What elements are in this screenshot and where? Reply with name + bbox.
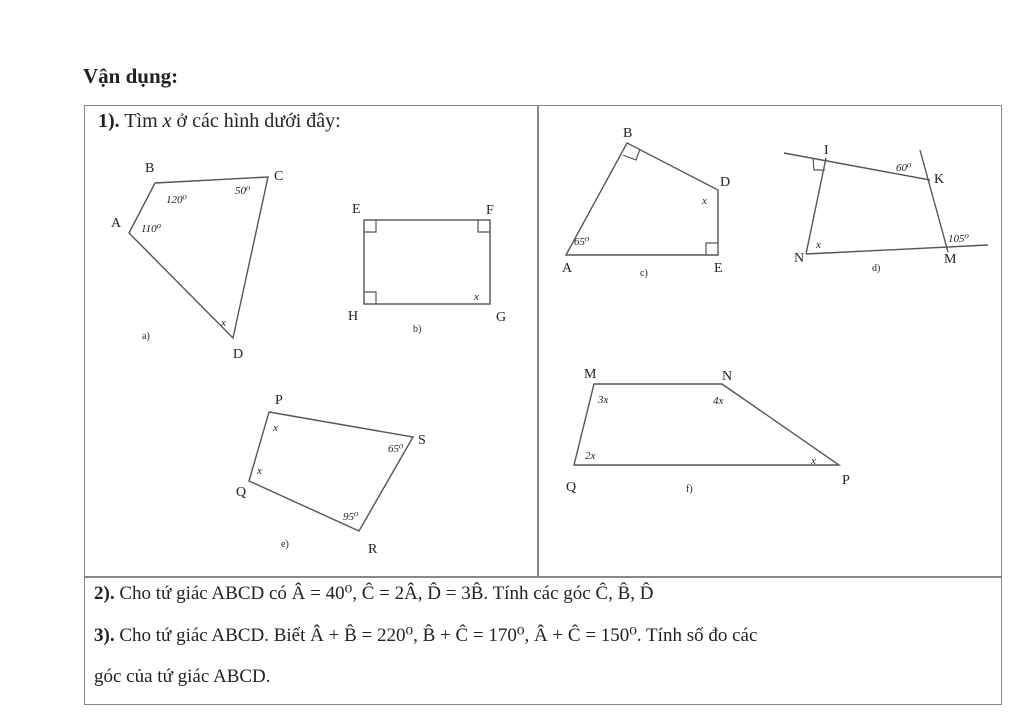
question-1-number: 1).	[98, 110, 120, 132]
angle-x-label: x	[474, 291, 479, 303]
vertex-b-label: B	[623, 126, 633, 141]
angle-s-label: 65⁰	[388, 443, 404, 455]
angle-b-label: 120⁰	[166, 194, 187, 206]
right-angle-e	[364, 220, 376, 232]
vertex-c-label: C	[274, 169, 284, 184]
line-nm-extended	[806, 245, 988, 254]
question-2-number: 2).	[94, 583, 115, 604]
figure-e	[236, 393, 426, 557]
figure-a-caption: a)	[142, 331, 150, 342]
angle-m-label: 105⁰	[948, 233, 969, 245]
vertex-p-label: P	[275, 393, 283, 408]
right-angle-f	[478, 220, 490, 232]
question-2	[94, 582, 654, 605]
angle-r-label: 95⁰	[343, 511, 359, 523]
figure-b	[348, 202, 506, 335]
vertex-k-label: K	[934, 172, 945, 187]
vertex-n-label: N	[722, 369, 733, 384]
vertex-p-label: P	[842, 473, 850, 488]
vertex-i-label: I	[824, 143, 829, 158]
vertex-f-label: F	[486, 203, 494, 218]
vertex-m-label: M	[584, 367, 597, 382]
vertex-m-label: M	[944, 252, 957, 267]
question-1-text-a: Tìm	[124, 110, 158, 132]
question-3-text-cont: góc của tứ giác ABCD.	[94, 666, 271, 687]
vertex-r-label: R	[368, 542, 378, 557]
angle-x-label: x	[221, 317, 226, 329]
question-1-variable: x	[162, 110, 172, 132]
figure-d-caption: d)	[872, 263, 881, 274]
vertex-e-label: E	[352, 202, 361, 217]
angle-a-label: 65⁰	[574, 236, 590, 248]
vertex-h-label: H	[348, 309, 359, 324]
vertex-e-label: E	[714, 261, 723, 276]
question-3-text: Cho tứ giác ABCD. Biết Â + B̂ = 220⁰, B̂ + Ĉ = 170⁰, Â + Ĉ = 150⁰. Tính số đo các	[119, 625, 758, 646]
figure-f-caption: f)	[686, 484, 693, 495]
line-km-extended	[920, 150, 948, 252]
right-angle-b	[623, 149, 640, 160]
angle-a-label: 110⁰	[141, 223, 162, 235]
vertex-q-label: Q	[236, 485, 247, 500]
vertex-q-label: Q	[566, 480, 577, 495]
quadrilateral-abcd	[129, 177, 268, 338]
angle-x-label: x	[702, 195, 707, 207]
question-3	[94, 624, 757, 647]
angle-p-label: x	[811, 455, 816, 467]
section-heading: Vận dụng:	[83, 64, 179, 88]
trapezoid-mnpq	[574, 384, 839, 465]
angle-q-label: x	[257, 465, 262, 477]
vertex-a-label: A	[111, 216, 122, 231]
figure-a	[111, 161, 283, 362]
figure-f	[566, 367, 850, 495]
vertex-a-label: A	[562, 261, 573, 276]
angle-p-label: x	[273, 422, 278, 434]
vertex-b-label: B	[145, 161, 155, 176]
angle-x-label: x	[816, 239, 821, 251]
question-3-number: 3).	[94, 625, 115, 646]
angle-c-label: 50⁰	[235, 185, 251, 197]
question-1-text-b: ở các hình dưới đây:	[176, 110, 341, 132]
right-angle-h	[364, 292, 376, 304]
angle-q-label: 2x	[585, 450, 596, 462]
question-2-text: Cho tứ giác ABCD có Â = 40⁰, Ĉ = 2Â, D̂ = 3B̂. Tính các góc Ĉ, B̂, D̂	[119, 583, 654, 604]
figure-c	[562, 126, 730, 279]
angle-k-label: 60⁰	[896, 162, 912, 174]
vertex-d-label: D	[233, 347, 244, 362]
right-angle-e	[706, 243, 718, 255]
figure-e-caption: e)	[281, 539, 289, 550]
angle-m-label: 3x	[598, 394, 609, 406]
vertex-d-label: D	[720, 175, 731, 190]
figure-d	[784, 143, 988, 274]
question-3-continued	[94, 666, 271, 688]
figure-c-caption: c)	[640, 268, 648, 279]
figure-b-caption: b)	[413, 324, 422, 335]
angle-n-label: 4x	[713, 395, 724, 407]
vertex-n-label: N	[794, 251, 805, 266]
vertex-g-label: G	[496, 310, 507, 325]
vertex-s-label: S	[418, 433, 426, 448]
rectangle-efgh	[364, 220, 490, 304]
